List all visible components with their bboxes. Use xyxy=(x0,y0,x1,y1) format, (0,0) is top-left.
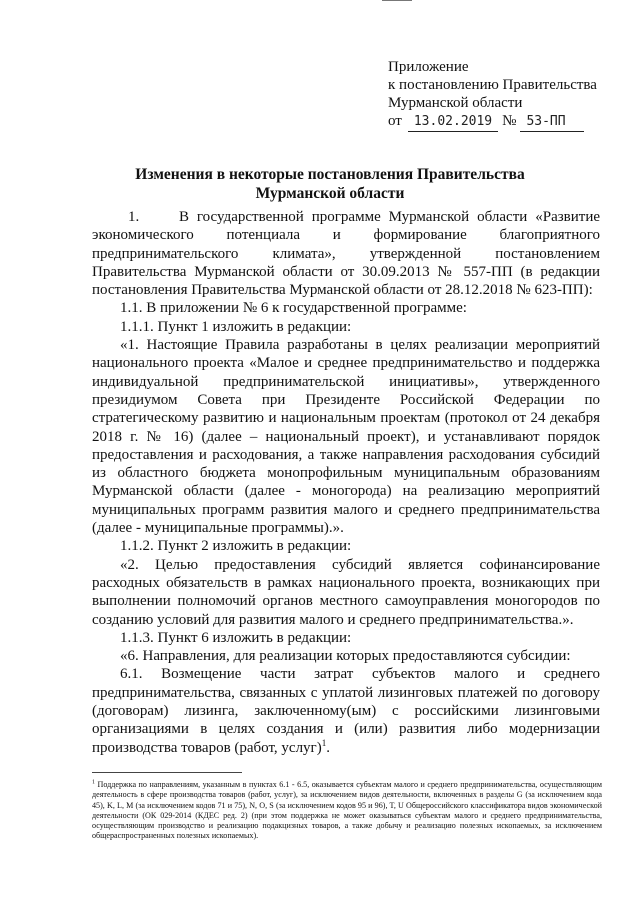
paragraph-1-1: 1.1. В приложении № 6 к государственной программе: xyxy=(120,300,467,317)
scan-mark xyxy=(382,0,412,1)
footnote-mark: 1 xyxy=(92,779,95,786)
number-prefix: № xyxy=(502,113,517,129)
resolution-number: 53-ПП xyxy=(520,113,583,132)
footnote xyxy=(92,780,602,842)
appendix-date-row xyxy=(388,112,597,132)
appendix-resolution: к постановлению Правительства xyxy=(388,77,597,93)
paragraph-1-1-3: 1.1.3. Пункт 6 изложить в редакции: xyxy=(120,629,352,646)
appendix-header xyxy=(388,58,597,132)
title-line-1: Изменения в некоторые постановления Правительства xyxy=(135,166,525,183)
footnote-text: Поддержка по направлениям, указанным в пунктах 6.1 - 6.5, оказывается субъектам малого и среднего предпринимательства, осуществляющим деятельность в сфере производства товаров (работ, услуг), за исключением видов деятельности, включенных в разделы G (за исключением кода 45), K, L, M (за исключением кодов 71 и 75), N, O, S (за исключением кодов 95 и 96), T, U Общероссийского классификатора видов экономической деятельности (ОК 029-2014 (КДЕС ред. 2) (при этом поддержка не может оказываться субъектам малого и среднего предпринимательства, осуществляющим производство и реализацию подакцизных товаров, а также добычу и реализацию полезных ископаемых, за исключением общераспространенных полезных ископаемых). xyxy=(92,780,602,841)
date-prefix: от xyxy=(388,113,402,129)
paragraph-1-1-1: 1.1.1. Пункт 1 изложить в редакции: xyxy=(120,318,352,335)
appendix-region: Мурманской области xyxy=(388,95,523,111)
paragraph-rule-6: «6. Направления, для реализации которых предоставляются субсидии: xyxy=(120,648,571,665)
footnote-divider xyxy=(92,772,242,773)
paragraph-6-1-text: 6.1. Возмещение части затрат субъектов малого и среднего предпринимательства, связанных с уплатой лизинговых платежей по договору (договорам) лизинга, заключенному(ым) с российскими лизинговыми организациями в целях создания и (или) развития либо модернизации производства товаров (работ, услуг) xyxy=(92,666,600,756)
document-body xyxy=(92,208,600,757)
title-line-2: Мурманской области xyxy=(255,185,405,202)
paragraph-rule-1: «1. Настоящие Правила разработаны в целях реализации мероприятий национального проекта «Малое и среднее предпринимательство и поддержка индивидуальной предпринимательской инициативы», утвержденного президиумом Совета при Президенте Российской Федерации по стратегическому развитию и национальным проектам (протокол от 24 декабря 2018 г. № 16) (далее – национальный проект), и устанавливают порядок предоставления и расходования, а также направления расходования субсидий из областного бюджета монопрофильным муниципальным образованиям Мурманской области (далее - моногорода) на реализацию мероприятий муниципальных программ развития малого и среднего предпринимательства (далее - муниципальные программы).». xyxy=(92,337,600,537)
paragraph-rule-2: «2. Целью предоставления субсидий является софинансирование расходных обязательств в рамках национального проекта, возникающих при выполнении полномочий органов местного самоуправления моногородов по созданию условий для развития малого и среднего предпринимательства.». xyxy=(92,556,600,628)
paragraph-6-1 xyxy=(92,665,600,756)
paragraph-1-1-2: 1.1.2. Пункт 2 изложить в редакции: xyxy=(120,538,352,555)
paragraph-1: 1. В государственной программе Мурманской области «Развитие экономического потенциала и формирование благоприятного предпринимательского климата», утвержденной постановлением Правительства Мурманской области от 30.09.2013 № 557-ПП (в редакции постановления Правительства Мурманской области от 28.12.2018 № 623-ПП): xyxy=(92,209,600,299)
paragraph-6-1-end: . xyxy=(326,739,330,756)
resolution-date: 13.02.2019 xyxy=(408,113,498,132)
document-title xyxy=(90,165,570,203)
appendix-label: Приложение xyxy=(388,59,469,75)
footnote-ref: 1 xyxy=(321,737,327,748)
